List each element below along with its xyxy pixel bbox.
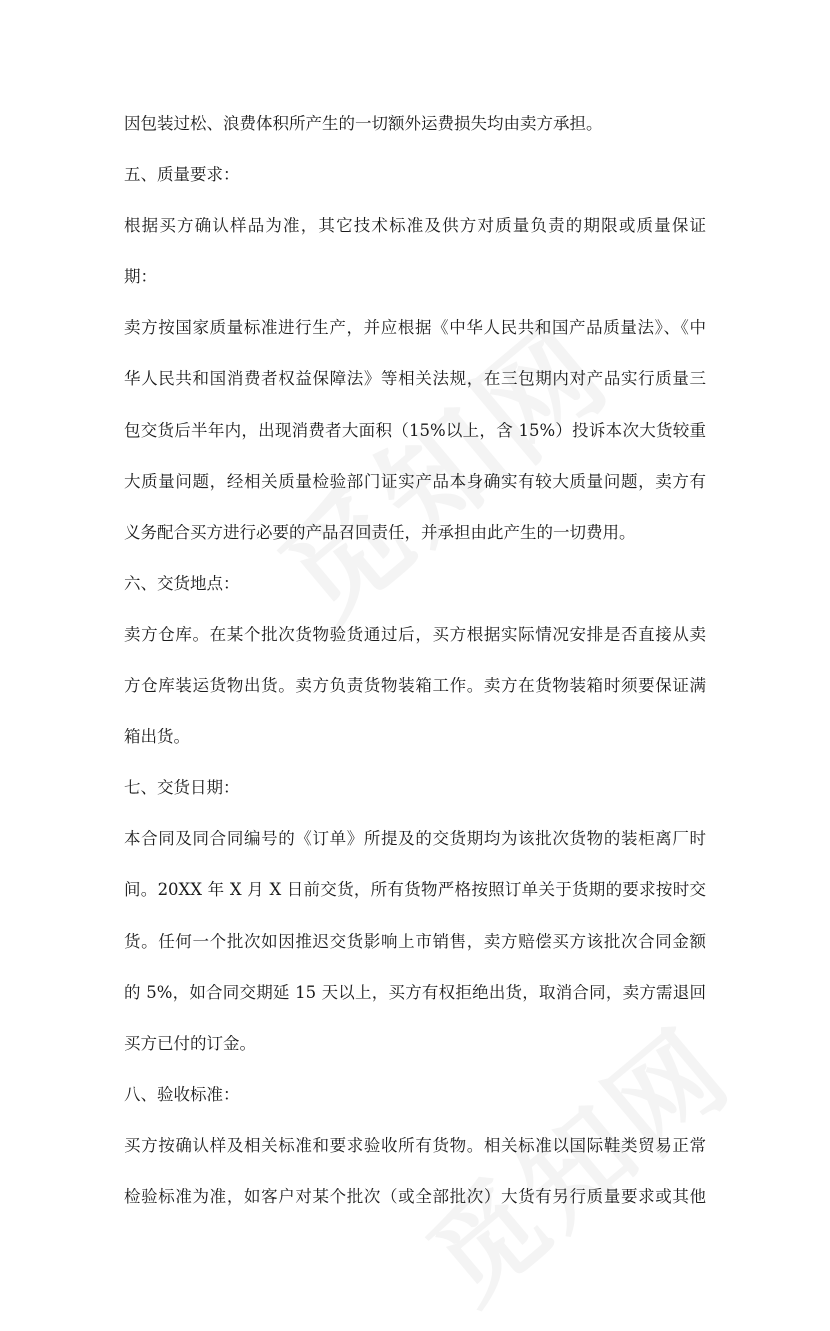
text-line: 包交货后半年内，出现消费者大面积（15%以上，含 15%）投诉本次大货较重: [124, 420, 706, 440]
text-line: 八、验收标准：: [124, 1084, 240, 1104]
text-line: 大质量问题，经相关质量检验部门证实产品本身确实有较大质量问题，卖方有: [124, 471, 706, 491]
text-line: 因包装过松、浪费体积所产生的一切额外运费损失均由卖方承担。: [124, 114, 603, 133]
text-line: 七、交货日期：: [124, 778, 240, 798]
text-line: 六、交货地点：: [124, 573, 240, 593]
text-line: 箱出货。: [124, 727, 190, 747]
text-line: 方仓库装运货物出货。卖方负责货物装箱工作。卖方在货物装箱时须要保证满: [124, 676, 706, 696]
text-line: 期：: [124, 267, 157, 287]
text-line: 本合同及同合同编号的《订单》所提及的交货期均为该批次货物的装柜离厂时: [124, 829, 706, 849]
text-line: 五、质量要求：: [124, 165, 240, 185]
document-body: [124, 98, 706, 1222]
text-line: 货。任何一个批次如因推迟交货影响上市销售，卖方赔偿买方该批次合同金额: [124, 931, 706, 951]
text-line: 华人民共和国消费者权益保障法》等相关法规，在三包期内对产品实行质量三: [124, 369, 706, 389]
text-line: 根据买方确认样品为准，其它技术标准及供方对质量负责的期限或质量保证: [124, 216, 706, 236]
text-line: 的 5%，如合同交期延 15 天以上，买方有权拒绝出货，取消合同，卖方需退回: [124, 982, 706, 1002]
text-line: 义务配合买方进行必要的产品召回责任，并承担由此产生的一切费用。: [124, 522, 636, 542]
text-line: 卖方仓库。在某个批次货物验货通过后，买方根据实际情况安排是否直接从卖: [124, 624, 706, 644]
text-line: 检验标准为准，如客户对某个批次（或全部批次）大货有另行质量要求或其他: [124, 1186, 706, 1206]
text-line: 买方按确认样及相关标准和要求验收所有货物。相关标准以国际鞋类贸易正常: [124, 1135, 706, 1155]
text-line: 卖方按国家质量标准进行生产，并应根据《中华人民共和国产品质量法》、《中: [124, 318, 706, 338]
text-line: 间。20XX 年 X 月 X 日前交货，所有货物严格按照订单关于货期的要求按时交: [124, 880, 706, 900]
text-line: 买方已付的订金。: [124, 1033, 256, 1053]
